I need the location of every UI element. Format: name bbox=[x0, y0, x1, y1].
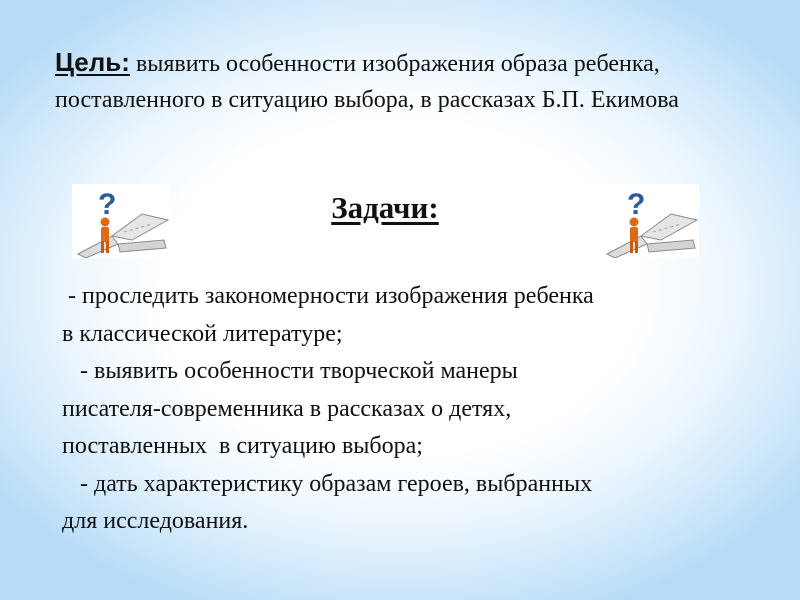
task-line: в классической литературе; bbox=[62, 320, 343, 347]
task-line: поставленных в ситуацию выбора; bbox=[62, 433, 423, 459]
tasks-list bbox=[62, 278, 772, 541]
question-man-crossroads-icon bbox=[601, 184, 699, 258]
svg-text:?: ? bbox=[98, 188, 117, 221]
svg-text:?: ? bbox=[627, 188, 646, 221]
task-line: писателя-современника в рассказах о детях, bbox=[62, 395, 512, 422]
task-line: - дать характеристику образам героев, выбранных bbox=[62, 470, 593, 497]
task-line: - проследить закономерности изображения ребенка bbox=[62, 283, 594, 309]
goal-label: Цель: bbox=[55, 47, 130, 77]
tasks-heading: Задачи: bbox=[331, 190, 439, 225]
goal-text: выявить особенности изображения образа ребенка, поставленного в ситуацию выбора, в рассказах Б.П. Екимова bbox=[55, 51, 679, 113]
task-line: для исследования. bbox=[62, 508, 249, 534]
task-line: - выявить особенности творческой манеры bbox=[62, 358, 518, 384]
goal-paragraph bbox=[55, 44, 775, 118]
